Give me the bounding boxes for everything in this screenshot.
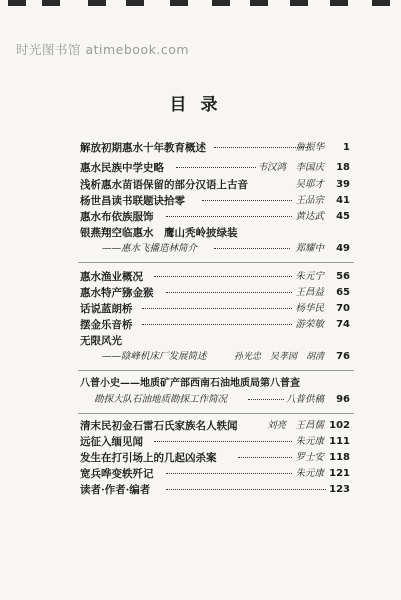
leader-dots	[214, 248, 290, 251]
toc-entry-subtitle[interactable]	[80, 392, 350, 408]
leader-dots	[248, 399, 284, 402]
toc-entry-page: 49	[336, 243, 350, 254]
toc-entry-title: 清末民初金石雷石氏家族名人轶闻	[80, 420, 238, 432]
toc-entry-author: 刘亮 王昌儒	[266, 420, 324, 431]
leader-dots	[176, 167, 256, 170]
toc-entry-author: 朱元康	[295, 436, 324, 447]
toc-entry-title: 宽兵哗变轶歼记	[80, 468, 154, 480]
toc-entry[interactable]	[80, 209, 350, 225]
toc-entry-title: 解放初期惠水十年教育概述	[80, 142, 206, 154]
toc-entry-author: 吴耶才	[295, 179, 324, 190]
toc-entry-page: 65	[336, 287, 350, 298]
leader-dots	[202, 200, 292, 203]
toc-entry-title: 浅析惠水苗语保留的部分汉语上古音	[80, 179, 248, 191]
leader-dots	[166, 489, 326, 492]
section-divider	[78, 370, 354, 371]
toc-entry-author: 朱元宁	[295, 271, 324, 282]
toc-entry-page: 102	[329, 420, 350, 431]
toc-entry-title: ——陰峰机床厂发展简述	[102, 351, 207, 362]
toc-entry-author: 游荣敏	[295, 319, 324, 330]
toc-entry-page: 111	[329, 436, 350, 447]
toc-entry[interactable]	[80, 160, 350, 176]
toc-entry-author: 孙光忠 吴孝园 胡清	[233, 352, 324, 362]
toc-entry-page: 118	[329, 452, 350, 463]
leader-dots	[142, 308, 292, 311]
toc-entry-page: 45	[336, 211, 350, 222]
leader-dots	[142, 324, 292, 327]
toc-entry[interactable]	[80, 376, 350, 392]
toc-entry-title: 读者·作者·编者	[80, 484, 151, 496]
toc-entry[interactable]	[80, 482, 350, 498]
toc-entry-page: 56	[336, 271, 350, 282]
toc-entry-page: 41	[336, 195, 350, 206]
toc-entry-title: 惠水渔业概况	[80, 271, 143, 283]
toc-entry-page: 96	[336, 394, 350, 405]
toc-entry-title: 惠水布依族服饰	[80, 211, 154, 223]
leader-dots	[238, 457, 292, 460]
toc-entry[interactable]	[80, 450, 350, 466]
toc-entry-title: 远征入缅见闻	[80, 436, 143, 448]
toc-entry-subtitle[interactable]	[80, 349, 350, 365]
toc-entry[interactable]	[80, 317, 350, 333]
toc-entry-title: 发生在打引场上的几起凶杀案	[80, 452, 217, 464]
toc-entry[interactable]	[80, 177, 350, 193]
toc-entry-page: 74	[336, 319, 350, 330]
toc-entry[interactable]	[80, 418, 350, 434]
toc-entry-title: 银燕翔空临惠水 鹰山秃岭披绿装	[80, 227, 238, 239]
toc-entry-subtitle[interactable]	[80, 241, 350, 257]
leader-dots	[154, 441, 292, 444]
toc-entry[interactable]	[80, 434, 350, 450]
section-divider	[78, 262, 354, 263]
toc-entry-page: 1	[343, 142, 350, 153]
toc-entry-title: 惠水民族中学史略	[80, 162, 164, 174]
toc-entry-page: 123	[329, 484, 350, 495]
toc-entry-page: 121	[329, 468, 350, 479]
leader-dots	[166, 216, 292, 219]
toc-entry-author: 黄达武	[295, 211, 324, 222]
toc-entry-title: 杨世昌读书联题诀拾零	[80, 195, 185, 207]
toc-entry-page: 76	[336, 351, 350, 362]
toc-entry-title: 惠水特产猕金猴	[80, 287, 154, 299]
toc-entry-page: 39	[336, 179, 350, 190]
toc-entry-author: 八普供稿	[285, 394, 324, 405]
toc-entry-page: 18	[336, 162, 350, 173]
toc-entry-title: 无限风光	[80, 335, 122, 347]
toc-entry[interactable]	[80, 225, 350, 241]
toc-entry-title: 勘探大队石油地质勘探工作简况	[94, 394, 228, 405]
leader-dots	[166, 473, 292, 476]
leader-dots	[166, 292, 292, 295]
toc-entry[interactable]	[80, 193, 350, 209]
toc-entry[interactable]	[80, 285, 350, 301]
toc-entry-author: 罗士安	[295, 452, 324, 463]
toc-entry-author: 郑耀中	[295, 243, 324, 254]
toc-entry[interactable]	[80, 269, 350, 285]
toc-entry-author: 朱元康	[295, 468, 324, 479]
section-divider	[78, 413, 354, 414]
toc-entry[interactable]	[80, 466, 350, 482]
toc-entry-author: 王品宗	[295, 195, 324, 206]
toc-entry-author: 詹振华	[295, 142, 324, 153]
page-title: 目录	[169, 95, 232, 115]
leader-dots	[154, 276, 292, 279]
toc-entry-author: 王昌益	[295, 287, 324, 298]
toc-entry[interactable]	[80, 301, 350, 317]
toc-entry-title: 话说蓝朗桥	[80, 303, 133, 315]
watermark: 时光图书馆 atimebook.com	[16, 42, 190, 57]
toc-entry-author: 韦汉鸿 李国庆	[257, 162, 324, 173]
toc-entry-title: 摆金乐音桥	[80, 319, 133, 331]
toc-entry-title: 八普小史——地质矿产部西南石油地质局第八普查	[80, 378, 300, 389]
toc-entry[interactable]	[80, 140, 350, 156]
toc-entry-author: 杨华民	[295, 303, 324, 314]
toc-entry-page: 70	[336, 303, 350, 314]
toc-entry-title: ——惠水飞播造林简介	[102, 243, 198, 254]
